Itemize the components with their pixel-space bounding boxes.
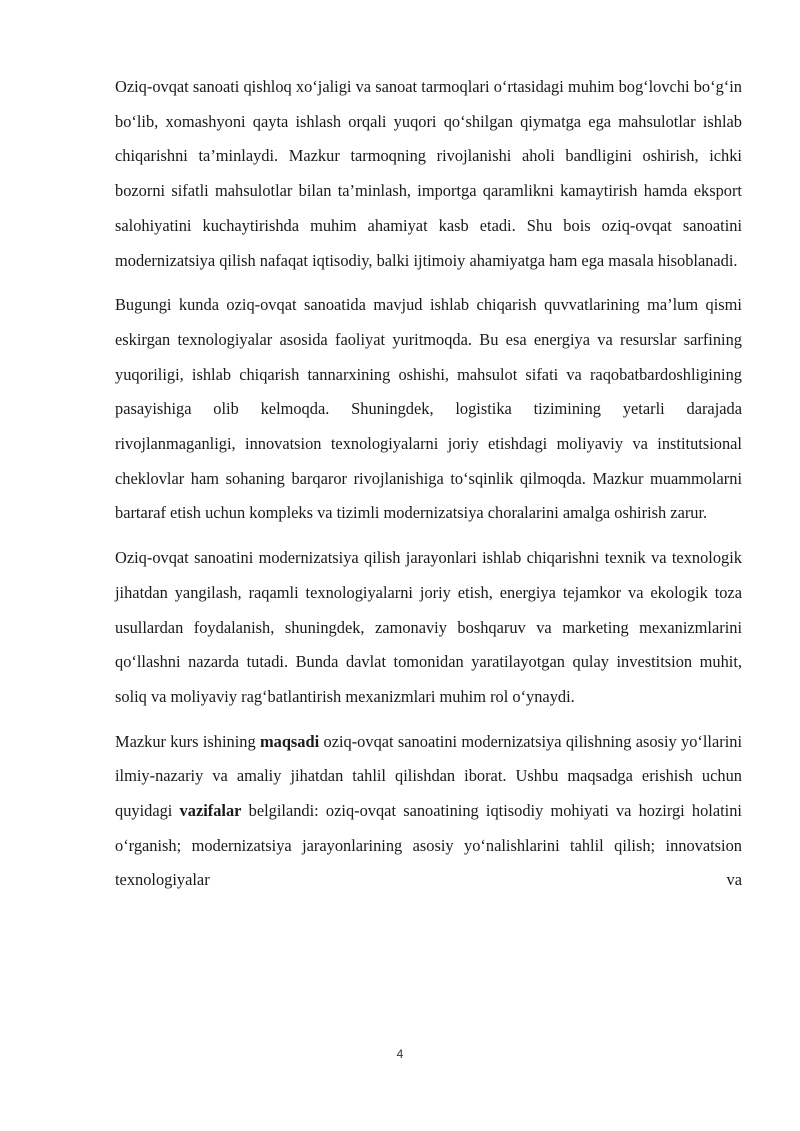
- paragraph-intro: Oziq-ovqat sanoati qishloq xo‘jaligi va sanoat tarmoqlari o‘rtasidagi muhim bog‘lovchi bo‘g‘in bo‘lib, xomashyoni qayta ishlash orqali yuqori qo‘shilgan qiymatga ega mahsulotlar ishlab chiqarishni ta’minlaydi. Mazkur tarmoqning rivojlanishi aholi bandligini oshirish, ichki bozorni sifatli mahsulotlar bilan ta’minlash, importga qaramlikni kamaytirish hamda eksport salohiyatini kuchaytirishda muhim ahamiyat kasb etadi. Shu bois oziq-ovqat sanoatini modernizatsiya qilish nafaqat iqtisodiy, balki ijtimoiy ahamiyatga ham ega masala hisoblanadi.: [115, 77, 742, 270]
- goal-text-3: belgilandi: oziq-ovqat sanoatining iqtisodiy mohiyati va hozirgi holatini o‘rganish; modernizatsiya jarayonlarining asosiy yo‘nalishlarini tahlil qilish; innovatsion texnologiyalar va: [115, 801, 742, 890]
- goal-keyword: maqsadi: [259, 731, 320, 751]
- tasks-keyword: vazifalar: [179, 801, 242, 821]
- paragraph-goal: [115, 725, 742, 899]
- paragraph-problems: Bugungi kunda oziq-ovqat sanoatida mavjud ishlab chiqarish quvvatlarining ma’lum qismi eskirgan texnologiyalar asosida faoliyat yuritmoqda. Bu esa energiya va resurslar sarfining yuqoriligi, ishlab chiqarish tannarxining oshishi, mahsulot sifati va raqobatbardoshligining pasayishiga olib kelmoqda. Shuningdek, logistika tizimining yetarli darajada rivojlanmaganligi, innovatsion texnologiyalarni joriy etishdagi moliyaviy va institutsional cheklovlar ham sohaning barqaror rivojlanishiga to‘sqinlik qilmoqda. Mazkur muammolarni bartaraf etish uchun kompleks va tizimli modernizatsiya choralarini amalga oshirish zarur.: [115, 295, 742, 523]
- paragraph-modernization: Oziq-ovqat sanoatini modernizatsiya qilish jarayonlari ishlab chiqarishni texnik va texnologik jihatdan yangilash, raqamli texnologiyalarni joriy etish, energiya tejamkor va ekologik toza usullardan foydalanish, shuningdek, zamonaviy boshqaruv va marketing mexanizmlarini qo‘llashni nazarda tutadi. Bunda davlat tomonidan yaratilayotgan qulay investitsion muhit, soliq va moliyaviy rag‘batlantirish mexanizmlari muhim rol o‘ynaydi.: [115, 548, 742, 706]
- goal-text-1: Mazkur kurs ishining: [115, 731, 260, 751]
- body-text: [115, 70, 742, 908]
- page-number: 4: [396, 1047, 404, 1061]
- goal-text-2: oziq-ovqat sanoatini modernizatsiya qilishning asosiy yo‘llarini ilmiy-nazariy va amaliy jihatdan tahlil qilishdan iborat. Ushbu maqsadga erishish uchun quyidagi: [115, 731, 742, 821]
